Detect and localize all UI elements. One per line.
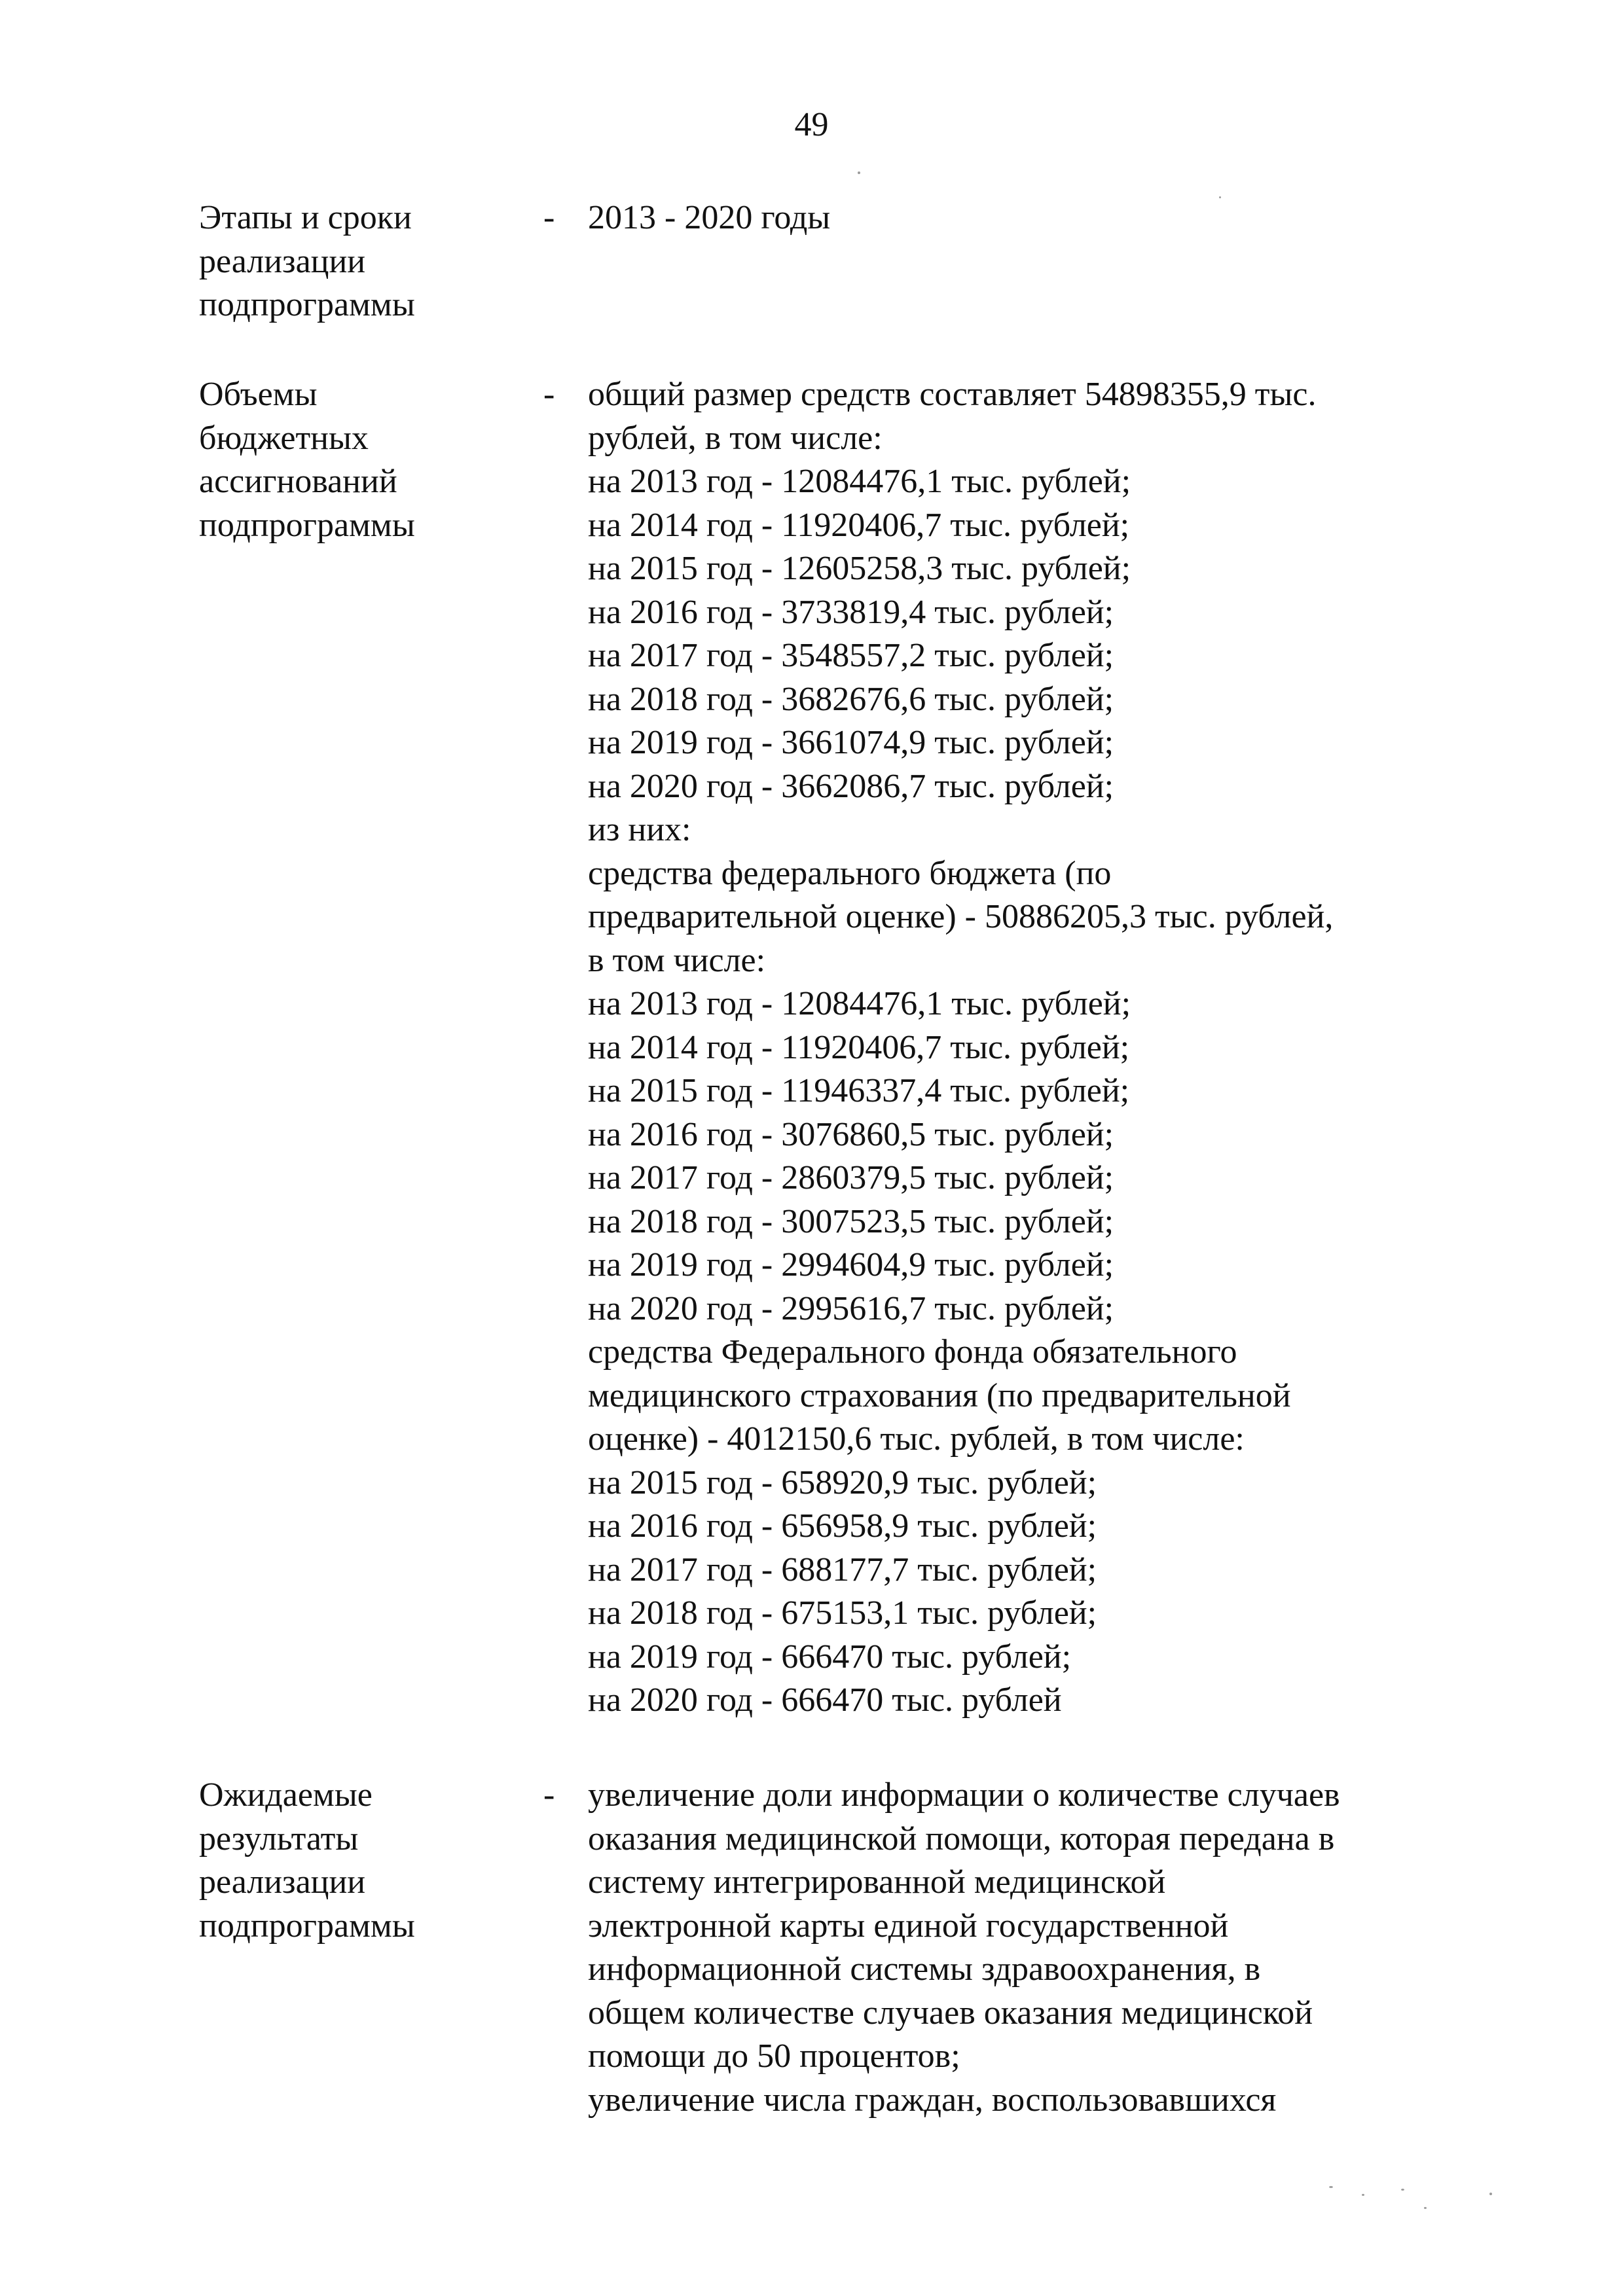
text-line: на 2020 год - 2995616,7 тыс. рублей;: [588, 1289, 1114, 1327]
text-line: на 2015 год - 12605258,3 тыс. рублей;: [588, 550, 1131, 587]
text-line: на 2013 год - 12084476,1 тыс. рублей;: [588, 985, 1131, 1022]
text-line: оценке) - 4012150,6 тыс. рублей, в том числе:: [588, 1420, 1245, 1458]
scan-speck: [1329, 2186, 1333, 2188]
text-line: предварительной оценке) - 50886205,3 тыс. рублей,: [588, 898, 1334, 935]
budget-label: [199, 373, 500, 547]
stages-content: [588, 196, 1472, 240]
text-line: на 2019 год - 666470 тыс. рублей;: [588, 1638, 1072, 1676]
text-line: на 2017 год - 688177,7 тыс. рублей;: [588, 1551, 1097, 1588]
text-line: рублей, в том числе:: [588, 419, 883, 457]
page-number: 49: [794, 106, 829, 143]
budget-content: [588, 373, 1472, 1723]
text-line: реализации: [199, 242, 366, 280]
text-line: реализации: [199, 1863, 366, 1901]
text-line: помощи до 50 процентов;: [588, 2037, 960, 2075]
text-line: на 2019 год - 3661074,9 тыс. рублей;: [588, 724, 1114, 761]
text-line: средства Федерального фонда обязательного: [588, 1333, 1237, 1371]
text-line: на 2017 год - 3548557,2 тыс. рублей;: [588, 637, 1114, 674]
scan-speck: [1489, 2193, 1492, 2195]
text-line: на 2018 год - 675153,1 тыс. рублей;: [588, 1594, 1097, 1632]
text-line: общем количестве случаев оказания медицинской: [588, 1994, 1313, 2032]
scan-speck: [1401, 2189, 1404, 2191]
text-line: на 2014 год - 11920406,7 тыс. рублей;: [588, 1028, 1130, 1066]
text-line: на 2018 год - 3007523,5 тыс. рублей;: [588, 1202, 1114, 1240]
text-line: на 2019 год - 2994604,9 тыс. рублей;: [588, 1246, 1114, 1283]
text-line: из них:: [588, 811, 691, 848]
text-line: Ожидаемые: [199, 1776, 373, 1814]
text-line: систему интегрированной медицинской: [588, 1863, 1166, 1901]
text-line: на 2013 год - 12084476,1 тыс. рублей;: [588, 463, 1131, 500]
text-line: электронной карты единой государственной: [588, 1907, 1229, 1945]
text-line: увеличение числа граждан, воспользовавшихся: [588, 2081, 1277, 2119]
text-line: ассигнований: [199, 463, 397, 500]
text-line: медицинского страхования (по предварительной: [588, 1376, 1291, 1414]
text-line: на 2020 год - 666470 тыс. рублей: [588, 1681, 1062, 1719]
scan-speck: [858, 171, 860, 174]
text-line: бюджетных: [199, 419, 369, 457]
text-line: на 2020 год - 3662086,7 тыс. рублей;: [588, 767, 1114, 805]
scan-speck: [1362, 2194, 1364, 2196]
text-line: общий размер средств составляет 54898355,9 тыс.: [588, 376, 1317, 413]
text-line: увеличение доли информации о количестве случаев: [588, 1776, 1340, 1814]
text-line: на 2014 год - 11920406,7 тыс. рублей;: [588, 506, 1130, 544]
text-line: Объемы: [199, 376, 318, 413]
budget-dash: -: [543, 376, 555, 413]
text-line: подпрограммы: [199, 1907, 415, 1945]
text-line: Этапы и сроки: [199, 199, 412, 236]
text-line: на 2016 год - 3076860,5 тыс. рублей;: [588, 1115, 1114, 1153]
text-line: на 2016 год - 3733819,4 тыс. рублей;: [588, 593, 1114, 631]
text-line: информационной системы здравоохранения, в: [588, 1950, 1261, 1988]
text-line: 2013 - 2020 годы: [588, 199, 831, 236]
results-dash: -: [543, 1776, 555, 1814]
stages-label: [199, 196, 500, 327]
text-line: на 2018 год - 3682676,6 тыс. рублей;: [588, 680, 1114, 718]
scan-speck: [1219, 196, 1221, 198]
results-label: [199, 1774, 500, 1948]
text-line: результаты: [199, 1820, 359, 1857]
scan-speck: [1424, 2207, 1427, 2209]
text-line: в том числе:: [588, 941, 766, 979]
text-line: на 2015 год - 658920,9 тыс. рублей;: [588, 1463, 1097, 1501]
results-content: [588, 1774, 1472, 2122]
text-line: оказания медицинской помощи, которая передана в: [588, 1820, 1335, 1857]
text-line: на 2016 год - 656958,9 тыс. рублей;: [588, 1507, 1097, 1545]
text-line: средства федерального бюджета (по: [588, 854, 1112, 892]
stages-dash: -: [543, 199, 555, 236]
text-line: на 2017 год - 2860379,5 тыс. рублей;: [588, 1159, 1114, 1196]
text-line: на 2015 год - 11946337,4 тыс. рублей;: [588, 1072, 1130, 1109]
text-line: подпрограммы: [199, 506, 415, 544]
text-line: подпрограммы: [199, 286, 415, 323]
